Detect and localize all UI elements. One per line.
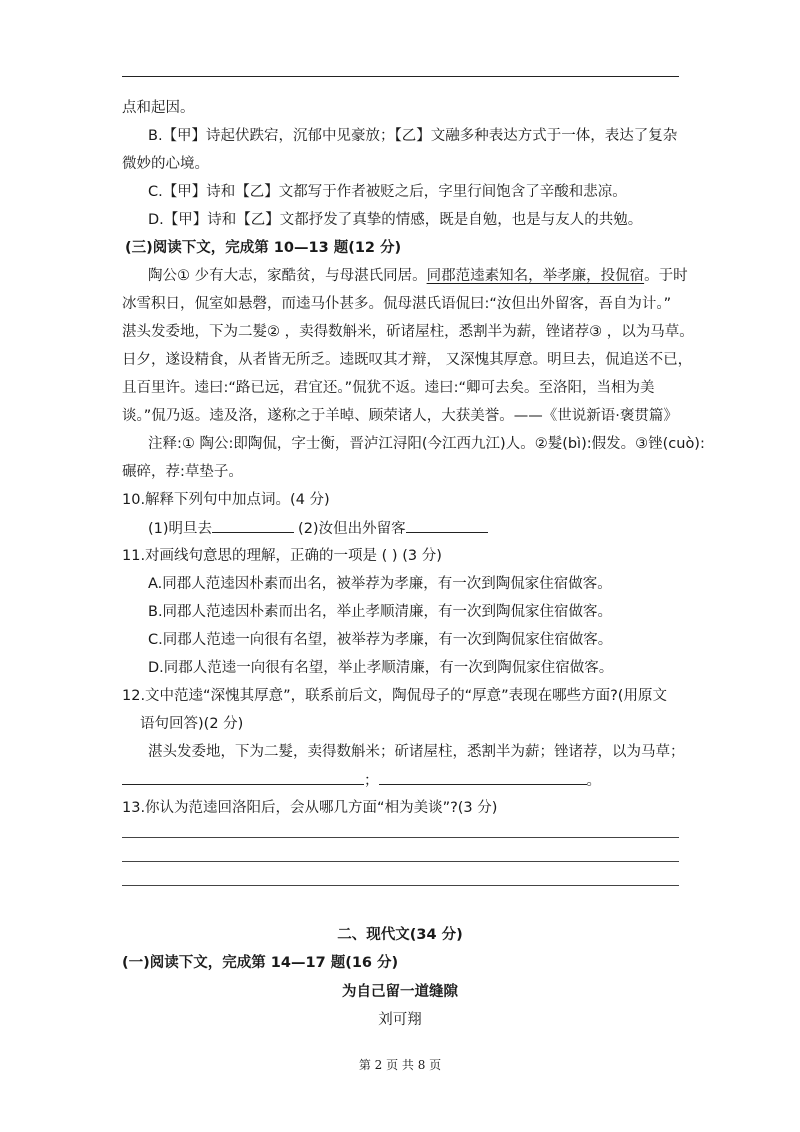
option-c: C.【甲】诗和【乙】文都写于作者被贬之后，字里行间饱含了辛酸和悲凉。 (148, 184, 627, 200)
q11-option-c: C.同郡人范逵一向很有名望，被举荐为孝廉，有一次到陶侃家住宿做客。 (148, 632, 613, 648)
article-author: 刘可翔 (378, 1012, 422, 1028)
page-footer: 第 2 页 共 8 页 (358, 1058, 442, 1072)
q10-item2: (2)汝但出外留客 (298, 521, 406, 537)
answer-blank[interactable] (212, 518, 294, 533)
question-11: 11.对画线句意思的理解，正确的一项是 ( ) (3 分) (122, 548, 442, 564)
question-10-items (148, 518, 488, 539)
answer-blank[interactable] (122, 770, 364, 785)
q12-blanks (122, 770, 601, 791)
q11-option-a: A.同郡人范逵因朴素而出名，被举荐为孝廉，有一次到陶侃家住宿做客。 (148, 576, 612, 592)
q11-option-d: D.同郡人范逵一向很有名望，举止孝顺清廉，有一次到陶侃家住宿做客。 (148, 660, 614, 676)
answer-line[interactable] (122, 885, 679, 886)
option-b-line1: B.【甲】诗起伏跌宕，沉郁中见豪放；【乙】文融多种表达方式于一体，表达了复杂 (148, 128, 678, 144)
period: 。 (586, 773, 601, 789)
section3-heading: (三)阅读下文，完成第 10—13 题(12 分) (125, 240, 402, 256)
passage-line2: 冰雪积日，侃室如悬磬，而逵马仆甚多。侃母湛氏语侃曰:“汝但出外留客，吾自为计。” (122, 296, 672, 312)
article-title: 为自己留一道缝隙 (342, 984, 458, 1000)
answer-line[interactable] (122, 861, 679, 862)
text-line: 点和起因。 (122, 100, 195, 116)
underlined-sentence: 同郡范逵素知名，举孝廉，投侃宿 (426, 268, 645, 284)
question-12-line1: 12.文中范逵“深愧其厚意”，联系前后文，陶侃母子的“厚意”表现在哪些方面?(用原文 (122, 688, 667, 704)
answer-line[interactable] (122, 837, 679, 838)
question-12-line2: 语句回答)(2 分) (140, 716, 244, 732)
q11-option-b: B.同郡人范逵因朴素而出名，举止孝顺清廉，有一次到陶侃家住宿做客。 (148, 604, 613, 620)
part2-heading: 二、现代文(34 分) (337, 927, 463, 943)
passage-line1 (148, 266, 688, 286)
passage-text: 陶公① 少有大志，家酷贫，与母湛氏同居。 (148, 268, 427, 284)
passage-line6: 谈。”侃乃返。逵及洛，遂称之于羊晫、顾荣诸人，大获美誉。——《世说新语·褒贯篇》 (122, 408, 678, 424)
notes-line2: 碾碎，荐:草垫子。 (122, 464, 243, 480)
part2-subheading: (一)阅读下文，完成第 14—17 题(16 分) (122, 955, 399, 971)
header-rule (122, 76, 679, 77)
passage-line3: 湛头发委地，下为二髮② ，卖得数斛米，斫诸屋柱，悉割半为薪，锉诸荐③ ，以为马草。 (122, 324, 694, 340)
passage-line4: 日夕，遂设精食，从者皆无所乏。逵既叹其才辩， 又深愧其厚意。明旦去，侃追送不已， (122, 352, 693, 368)
option-b-line2: 微妙的心境。 (122, 156, 209, 172)
notes-line1: 注释:① 陶公:即陶侃，字士衡，晋泸江浔阳(今江西九江)人。②髮(bì):假发。③锉(cuò): (148, 436, 705, 452)
question-13: 13.你认为范逵回洛阳后，会从哪几方面“相为美谈”?(3 分) (122, 800, 498, 816)
question-10: 10.解释下列句中加点词。(4 分) (122, 492, 330, 508)
answer-blank[interactable] (406, 518, 488, 533)
q10-item1: (1)明旦去 (148, 521, 213, 537)
option-d: D.【甲】诗和【乙】文都抒发了真挚的情感，既是自勉，也是与友人的共勉。 (148, 212, 643, 228)
passage-text: 。于时 (644, 268, 688, 284)
passage-line5: 且百里许。逵曰:“路已远，君宜还。”侃犹不返。逵曰:“卿可去矣。至洛阳，当相为美 (122, 380, 655, 396)
answer-blank[interactable] (379, 770, 587, 785)
q12-given-answer: 湛头发委地，下为二髮，卖得数斛米；斫诸屋柱，悉割半为薪；锉诸荐，以为马草； (148, 744, 685, 760)
separator: ； (364, 773, 379, 789)
